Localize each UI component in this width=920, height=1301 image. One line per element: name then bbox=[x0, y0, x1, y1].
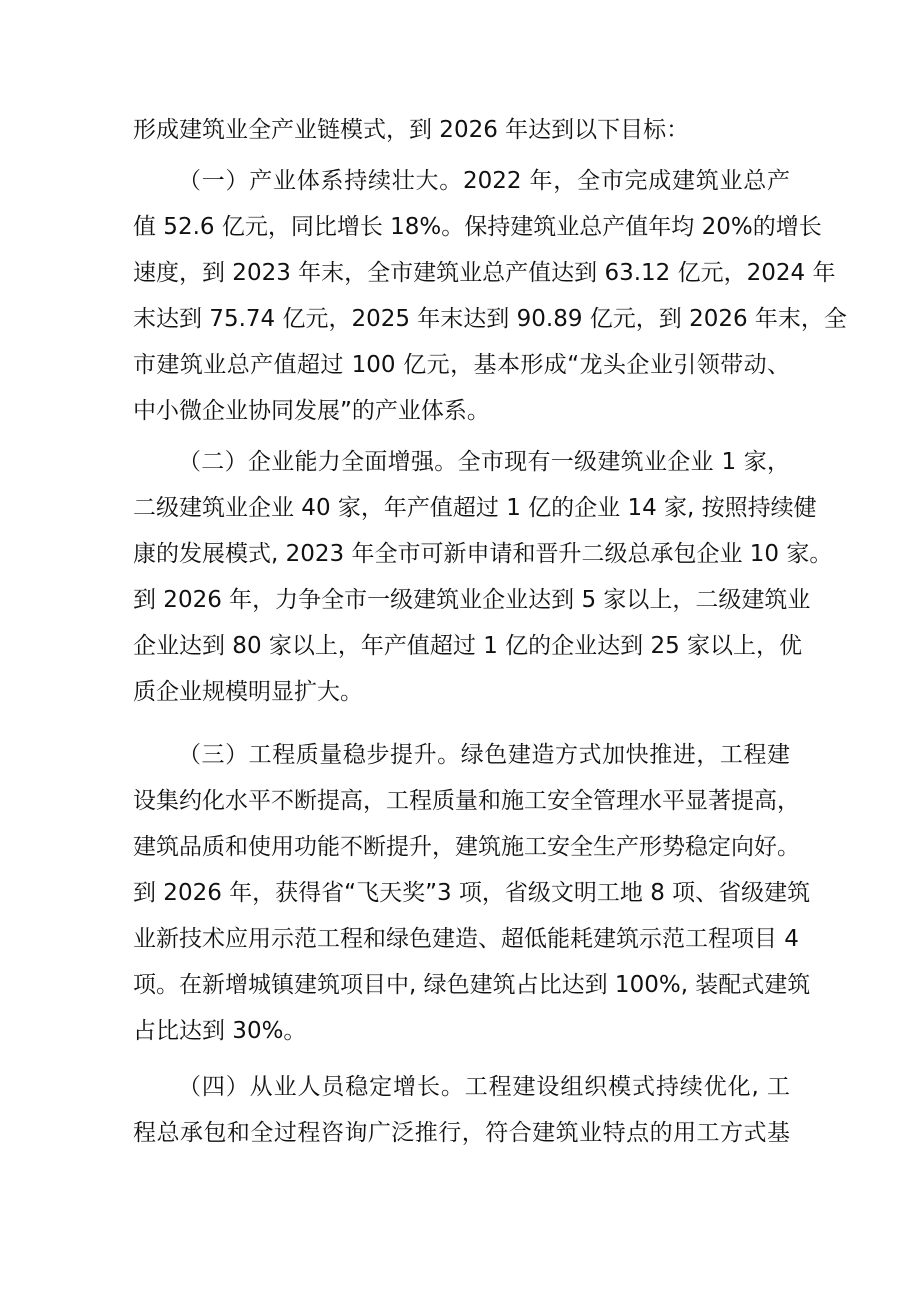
text-line: 质企业规模明显扩大。 bbox=[133, 679, 363, 705]
text-line: 企业达到 80 家以上，年产值超过 1 亿的企业达到 25 家以上，优 bbox=[133, 633, 803, 659]
text-line: 中小微企业协同发展”的产业体系。 bbox=[133, 398, 490, 424]
text-line: 速度，到 2023 年末，全市建筑业总产值达到 63.12 亿元，2024 年 bbox=[133, 260, 836, 286]
paragraph-industry-system bbox=[133, 158, 847, 434]
text-line: （二）企业能力全面增强。全市现有一级建筑业企业 1 家， bbox=[178, 449, 790, 475]
text-line: 形成建筑业全产业链模式，到 2026 年达到以下目标： bbox=[133, 117, 690, 143]
text-line: 市建筑业总产值超过 100 亿元，基本形成“龙头企业引领带动、 bbox=[133, 352, 790, 378]
paragraph-engineering-quality bbox=[133, 732, 811, 1054]
text-line: 值 52.6 亿元，同比增长 18%。保持建筑业总产值年均 20%的增长 bbox=[133, 214, 822, 240]
text-line: 二级建筑业企业 40 家，年产值超过 1 亿的企业 14 家, 按照持续健 bbox=[133, 495, 817, 521]
paragraph-workforce bbox=[133, 1064, 790, 1156]
text-line: （一）产业体系持续壮大。2022 年，全市完成建筑业总产 bbox=[178, 168, 790, 194]
document-page bbox=[133, 107, 847, 1156]
text-line: 项。在新增城镇建筑项目中, 绿色建筑占比达到 100%, 装配式建筑 bbox=[133, 972, 811, 998]
text-line: 占比达到 30%。 bbox=[133, 1018, 307, 1044]
text-line: 业新技术应用示范工程和绿色建造、超低能耗建筑示范工程项目 4 bbox=[133, 926, 799, 952]
text-line: 康的发展模式, 2023 年全市可新申请和晋升二级总承包企业 10 家。 bbox=[133, 541, 833, 567]
paragraph-enterprise-capability bbox=[133, 439, 833, 715]
paragraph-intro bbox=[133, 107, 790, 153]
text-line: 末达到 75.74 亿元，2025 年末达到 90.89 亿元，到 2026 年末，全 bbox=[133, 306, 847, 332]
text-line: 到 2026 年，力争全市一级建筑业企业达到 5 家以上，二级建筑业 bbox=[133, 587, 811, 613]
text-line: 设集约化水平不断提高，工程质量和施工安全管理水平显著提高， bbox=[133, 788, 800, 814]
text-line: （三）工程质量稳步提升。绿色建造方式加快推进，工程建 bbox=[178, 742, 790, 768]
text-line: 建筑品质和使用功能不断提升，建筑施工安全生产形势稳定向好。 bbox=[133, 834, 800, 860]
text-line: （四）从业人员稳定增长。工程建设组织模式持续优化, 工 bbox=[178, 1074, 790, 1100]
text-line: 到 2026 年，获得省“飞天奖”3 项，省级文明工地 8 项、省级建筑 bbox=[133, 880, 811, 906]
text-line: 程总承包和全过程咨询广泛推行，符合建筑业特点的用工方式基 bbox=[133, 1120, 790, 1146]
